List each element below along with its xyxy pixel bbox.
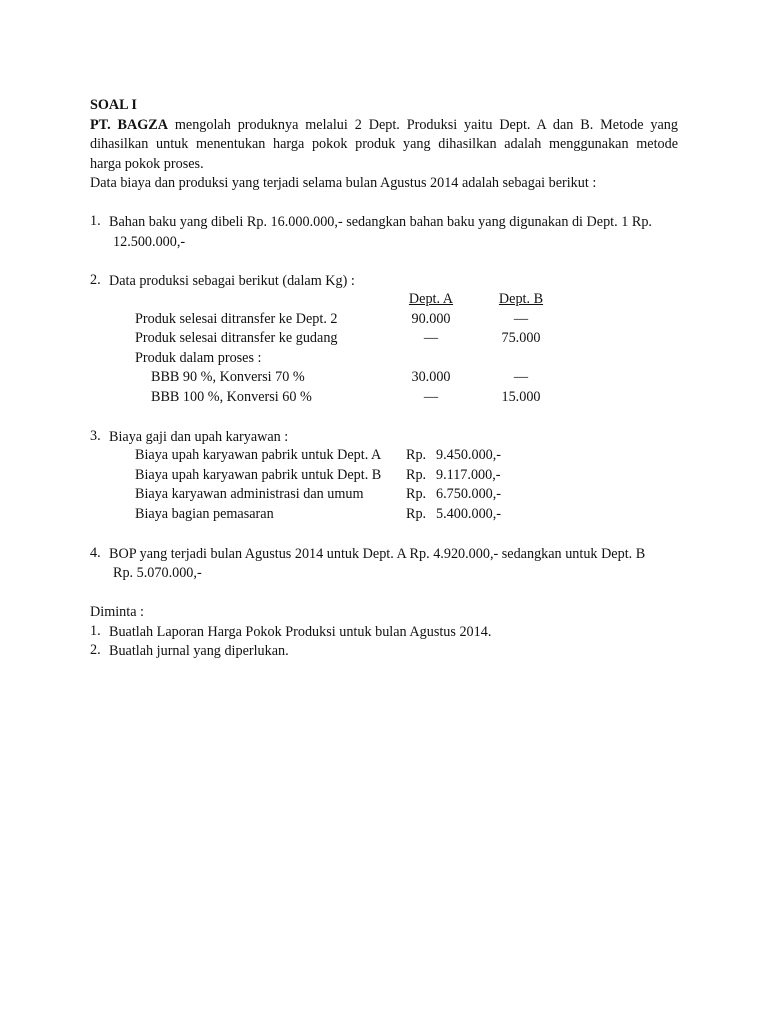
currency-label: Rp. — [406, 505, 427, 522]
table-row — [90, 486, 678, 506]
cost-amount: 9.117.000,- — [436, 466, 501, 483]
intro-line-1 — [90, 116, 678, 136]
cost-label: Biaya karyawan administrasi dan umum — [135, 486, 364, 502]
intro-line-4: Data biaya dan produksi yang terjadi selama bulan Agustus 2014 adalah sebagai berikut : — [90, 175, 597, 191]
row-label: Produk dalam proses : — [135, 349, 262, 366]
item-1-number: 1. — [90, 213, 101, 229]
item-3-number: 3. — [90, 427, 101, 444]
cost-label: Biaya bagian pemasaran — [135, 505, 274, 522]
dept-a-value: — — [423, 330, 439, 346]
intro-line-2: dihasilkan untuk menentukan harga pokok produk yang dihasilkan adalah menggunakan metode — [90, 136, 678, 152]
row-label: BBB 100 %, Konversi 60 % — [151, 388, 312, 405]
intro-line-3: harga pokok proses. — [90, 155, 204, 172]
table-row — [90, 330, 678, 350]
table-row — [90, 467, 678, 487]
table-row — [90, 350, 678, 370]
table-row — [90, 447, 678, 467]
column-header-dept-b: Dept. B — [498, 291, 544, 307]
production-table-header — [90, 291, 678, 311]
requirement-text: Buatlah jurnal yang diperlukan. — [109, 643, 289, 659]
table-row — [90, 311, 678, 331]
company-name: PT. BAGZA — [90, 116, 168, 133]
item-1 — [90, 213, 678, 252]
table-row — [90, 389, 678, 409]
requirement-number: 1. — [90, 622, 101, 639]
dept-b-value: 15.000 — [501, 388, 541, 405]
dept-a-value: 90.000 — [411, 310, 451, 327]
cost-amount: 5.400.000,- — [436, 505, 502, 522]
item-4-number: 4. — [90, 544, 101, 561]
dept-b-value: — — [513, 310, 529, 327]
item-4 — [90, 545, 678, 584]
item-3 — [90, 428, 678, 526]
dept-a-value: 30.000 — [411, 369, 451, 385]
dept-b-value: — — [513, 369, 529, 385]
item-1-line-2: 12.500.000,- — [113, 233, 186, 250]
cost-label: Biaya upah karyawan pabrik untuk Dept. A — [135, 447, 382, 463]
currency-label: Rp. — [406, 486, 427, 502]
row-label: BBB 90 %, Konversi 70 % — [151, 369, 305, 385]
currency-label: Rp. — [406, 447, 427, 463]
item-4-line-2: Rp. 5.070.000,- — [113, 565, 202, 581]
item-1-line-1: Bahan baku yang dibeli Rp. 16.000.000,- sedangkan bahan baku yang digunakan di Dept. 1 Rp. — [109, 214, 652, 230]
requirement-item — [90, 642, 678, 662]
document-page — [90, 96, 678, 662]
row-label: Produk selesai ditransfer ke Dept. 2 — [135, 310, 338, 327]
requirement-text: Buatlah Laporan Harga Pokok Produksi untuk bulan Agustus 2014. — [109, 623, 492, 640]
currency-label: Rp. — [406, 466, 427, 483]
item-3-heading: Biaya gaji dan upah karyawan : — [109, 428, 289, 445]
dept-a-value: — — [423, 388, 439, 405]
table-row — [90, 369, 678, 389]
intro-line-1-text: mengolah produknya melalui 2 Dept. Produksi yaitu Dept. A dan B. Metode yang — [167, 116, 678, 133]
dept-b-value: 75.000 — [501, 330, 541, 346]
cost-amount: 9.450.000,- — [436, 447, 502, 463]
column-header-dept-a: Dept. A — [408, 291, 454, 307]
row-label: Produk selesai ditransfer ke gudang — [135, 330, 338, 346]
document-title: SOAL I — [90, 97, 137, 113]
requirement-item — [90, 623, 678, 643]
requirements-heading: Diminta : — [90, 604, 144, 620]
cost-amount: 6.750.000,- — [436, 486, 502, 502]
requirement-number: 2. — [90, 642, 101, 658]
item-2-heading: Data produksi sebagai berikut (dalam Kg) : — [109, 272, 355, 289]
table-row — [90, 506, 678, 526]
cost-label: Biaya upah karyawan pabrik untuk Dept. B — [135, 466, 382, 483]
item-2 — [90, 272, 678, 409]
item-2-number: 2. — [90, 271, 101, 288]
item-4-line-1: BOP yang terjadi bulan Agustus 2014 untuk Dept. A Rp. 4.920.000,- sedangkan untuk Dept. B — [109, 545, 646, 562]
